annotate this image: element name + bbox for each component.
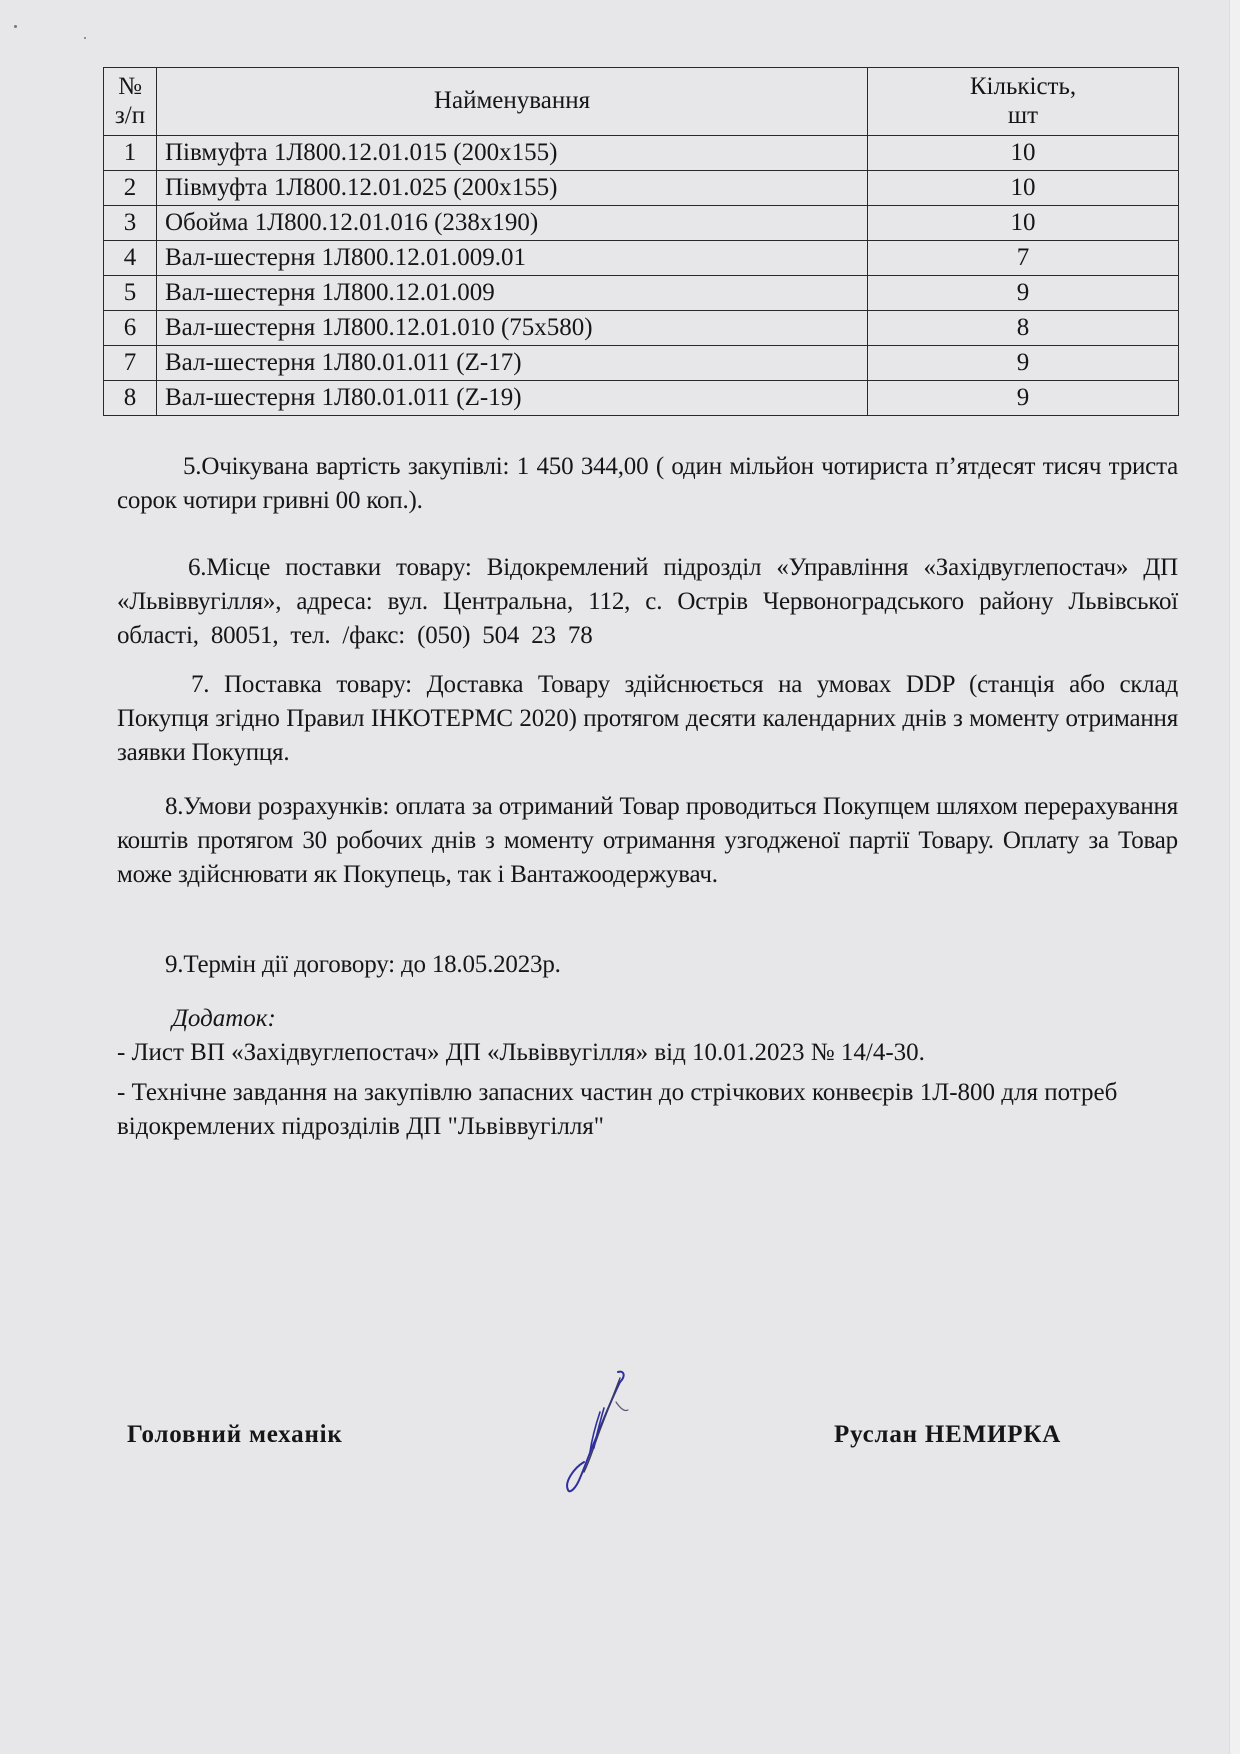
row-name: Вал-шестерня 1Л80.01.011 (Z-19) — [157, 381, 868, 416]
items-table — [103, 67, 1179, 416]
row-name: Вал-шестерня 1Л800.12.01.009 — [157, 276, 868, 311]
table-row — [104, 381, 1179, 416]
row-number: 4 — [104, 241, 157, 276]
table-row — [104, 241, 1179, 276]
section-delivery-place-text: 6.Місце поставки товару: Відокремлений підрозділ «Управління «Західвуглепостач» ДП «Львіввугілля», адреса: вул. Центральна, 112, с. Острів Червоноградського району Львівської області, 80051, тел. /факс: (050) 504 23 78 — [117, 554, 1178, 649]
annex-title: Додаток: — [172, 1005, 276, 1032]
row-name: Півмуфта 1Л800.12.01.025 (200х155) — [157, 171, 868, 206]
row-quantity: 9 — [868, 276, 1179, 311]
section-delivery-place — [117, 551, 1178, 653]
row-quantity: 9 — [868, 346, 1179, 381]
row-number: 8 — [104, 381, 157, 416]
section-delivery-terms — [117, 668, 1178, 770]
row-number: 5 — [104, 276, 157, 311]
row-name: Обойма 1Л800.12.01.016 (238х190) — [157, 206, 868, 241]
table-row — [104, 136, 1179, 171]
row-name: Вал-шестерня 1Л800.12.01.009.01 — [157, 241, 868, 276]
header-number — [104, 68, 157, 136]
row-quantity: 10 — [868, 136, 1179, 171]
header-quantity-line1: Кількість, — [969, 72, 1077, 100]
annex-item: - Лист ВП «Західвуглепостач» ДП «Львіввугілля» від 10.01.2023 № 14/4-30. — [117, 1039, 925, 1066]
row-quantity: 7 — [868, 241, 1179, 276]
header-number-line1: № — [118, 72, 142, 100]
signature-icon — [560, 1368, 640, 1498]
scan-speck — [14, 25, 17, 28]
row-number: 6 — [104, 311, 157, 346]
section-payment-terms-text: 8.Умови розрахунків: оплата за отриманий Товар проводиться Покупцем шляхом перерахування коштів протягом 30 робочих днів з моменту отримання узгодженої партії Товару. Оплату за Товар може здійснювати як Покупець, так і Вантажоодержувач. — [117, 793, 1178, 888]
row-name: Вал-шестерня 1Л80.01.011 (Z-17) — [157, 346, 868, 381]
header-name: Найменування — [157, 68, 868, 136]
table-header-row — [104, 68, 1179, 136]
scan-speck — [84, 37, 86, 39]
page-edge — [1229, 0, 1240, 1754]
signatory-position: Головний механік — [127, 1421, 343, 1448]
section-expected-cost — [117, 450, 1178, 518]
section-contract-term — [117, 948, 1178, 982]
table-row — [104, 276, 1179, 311]
section-contract-term-text: 9.Термін дії договору: до 18.05.2023р. — [165, 951, 561, 978]
section-expected-cost-text: 5.Очікувана вартість закупівлі: 1 450 344,00 ( один мільйон чотириста п’ятдесят тисяч триста сорок чотири гривні 00 коп.). — [117, 453, 1178, 514]
table-row — [104, 346, 1179, 381]
signatory-name: Руслан НЕМИРКА — [834, 1421, 1062, 1448]
annex-item: - Технічне завдання на закупівлю запасних частин до стрічкових конвеєрів 1Л-800 для потреб відокремлених підрозділів ДП "Львіввугілля" — [117, 1079, 1118, 1140]
section-delivery-terms-text: 7. Поставка товару: Доставка Товару здійснюється на умовах DDP (станція або склад Покупця згідно Правил ІНКОТЕРМС 2020) протягом десяти календарних днів з моменту отримання заявки Покупця. — [117, 671, 1178, 766]
row-quantity: 8 — [868, 311, 1179, 346]
row-number: 3 — [104, 206, 157, 241]
row-quantity: 9 — [868, 381, 1179, 416]
table-row — [104, 171, 1179, 206]
row-name: Півмуфта 1Л800.12.01.015 (200х155) — [157, 136, 868, 171]
header-number-line2: з/п — [114, 101, 146, 129]
row-number: 2 — [104, 171, 157, 206]
table-row — [104, 206, 1179, 241]
row-name: Вал-шестерня 1Л800.12.01.010 (75х580) — [157, 311, 868, 346]
section-payment-terms — [117, 790, 1178, 892]
header-quantity-line2: шт — [1007, 101, 1039, 129]
table-row — [104, 311, 1179, 346]
row-number: 7 — [104, 346, 157, 381]
row-quantity: 10 — [868, 171, 1179, 206]
row-quantity: 10 — [868, 206, 1179, 241]
header-quantity — [868, 68, 1179, 136]
row-number: 1 — [104, 136, 157, 171]
